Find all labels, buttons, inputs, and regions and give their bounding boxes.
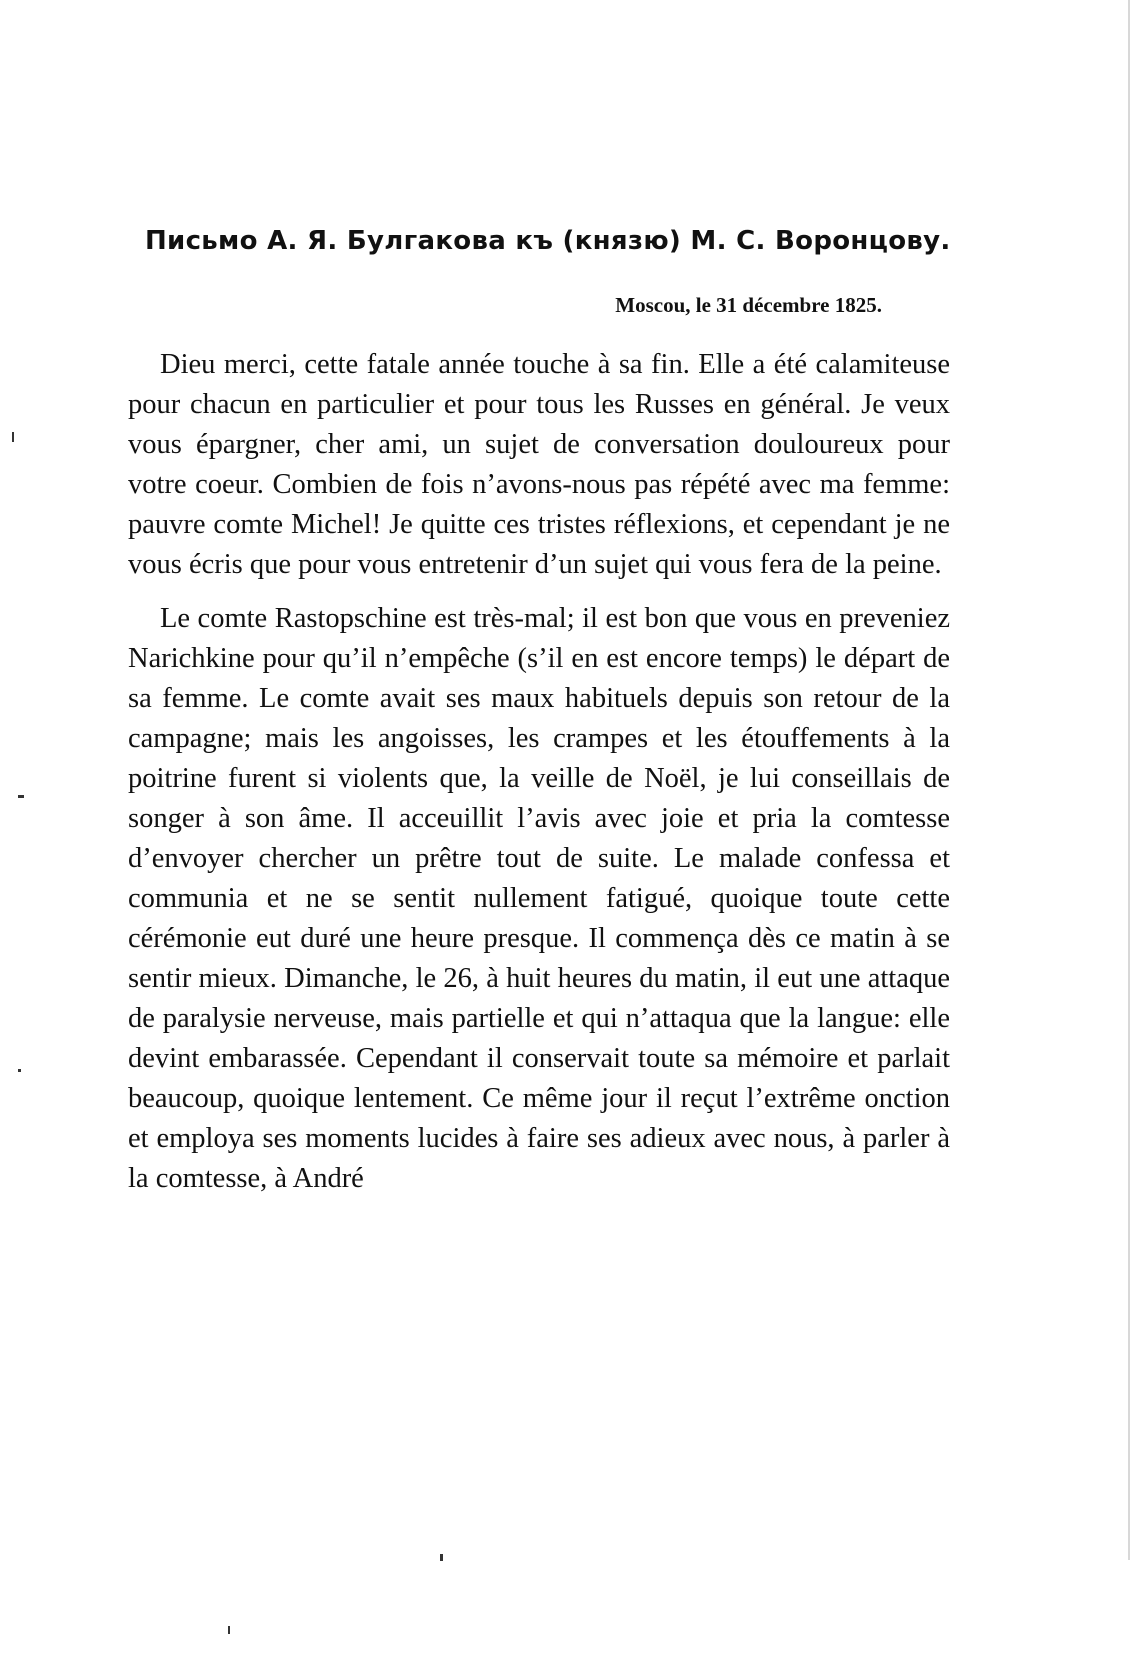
paragraph-1: Dieu merci, cette fatale année touche à sa fin. Elle a été calamiteuse pour chacun en particulier et pour tous les Russes en général. Je veux vous épargner, cher ami, un sujet de conversation douloureux pour votre coeur. Combien de fois n’avons-nous pas répété avec ma femme: pauvre comte Michel! Je quitte ces tristes réflexions, et cependant je ne vous écris que pour vous entretenir d’un sujet qui vous fera de la peine.: [128, 349, 950, 580]
scan-speck: [228, 1626, 230, 1634]
paragraph-2: Le comte Rastopschine est très-mal; il est bon que vous en preveniez Narichkine pour qu’il n’empêche (s’il en est encore temps) le départ de sa femme. Le comte avait ses maux habituels depuis son retour de la campagne; mais les angoisses, les crampes et les étouffements à la poitrine furent si violents que, la veille de Noël, je lui conseillais de songer à son âme. Il acceuillit l’avis avec joie et pria la comtesse d’envoyer chercher un prêtre tout de suite. Le malade confessa et communia et ne se sentit nullement fatigué, quoique toute cette cérémonie eut duré une heure presque. Il commença dès ce matin à se sentir mieux. Dimanche, le 26, à huit heures du matin, il eut une attaque de paralysie nerveuse, mais partielle et qui n’attaqua que la langue: elle devint embarassée. Cependant il conservait toute sa mémoire et parlait beaucoup, quoique lentement. Ce même jour il reçut l’extrême onction et employa ses moments lucides à faire ses adieux avec nous, à parler à la comtesse, à André: [128, 603, 950, 1194]
scan-speck: [12, 432, 14, 442]
letter-heading: Письмо А. Я. Булгакова къ (князю) М. С. Воронцову.: [145, 226, 951, 256]
scan-speck: [18, 795, 24, 798]
scan-speck: [18, 1069, 21, 1072]
letter-body: [128, 345, 950, 1199]
letter-dateline: Moscou, le 31 décembre 1825.: [615, 293, 882, 317]
scan-speck: [440, 1554, 443, 1561]
page-edge-shadow: [1128, 0, 1130, 1560]
